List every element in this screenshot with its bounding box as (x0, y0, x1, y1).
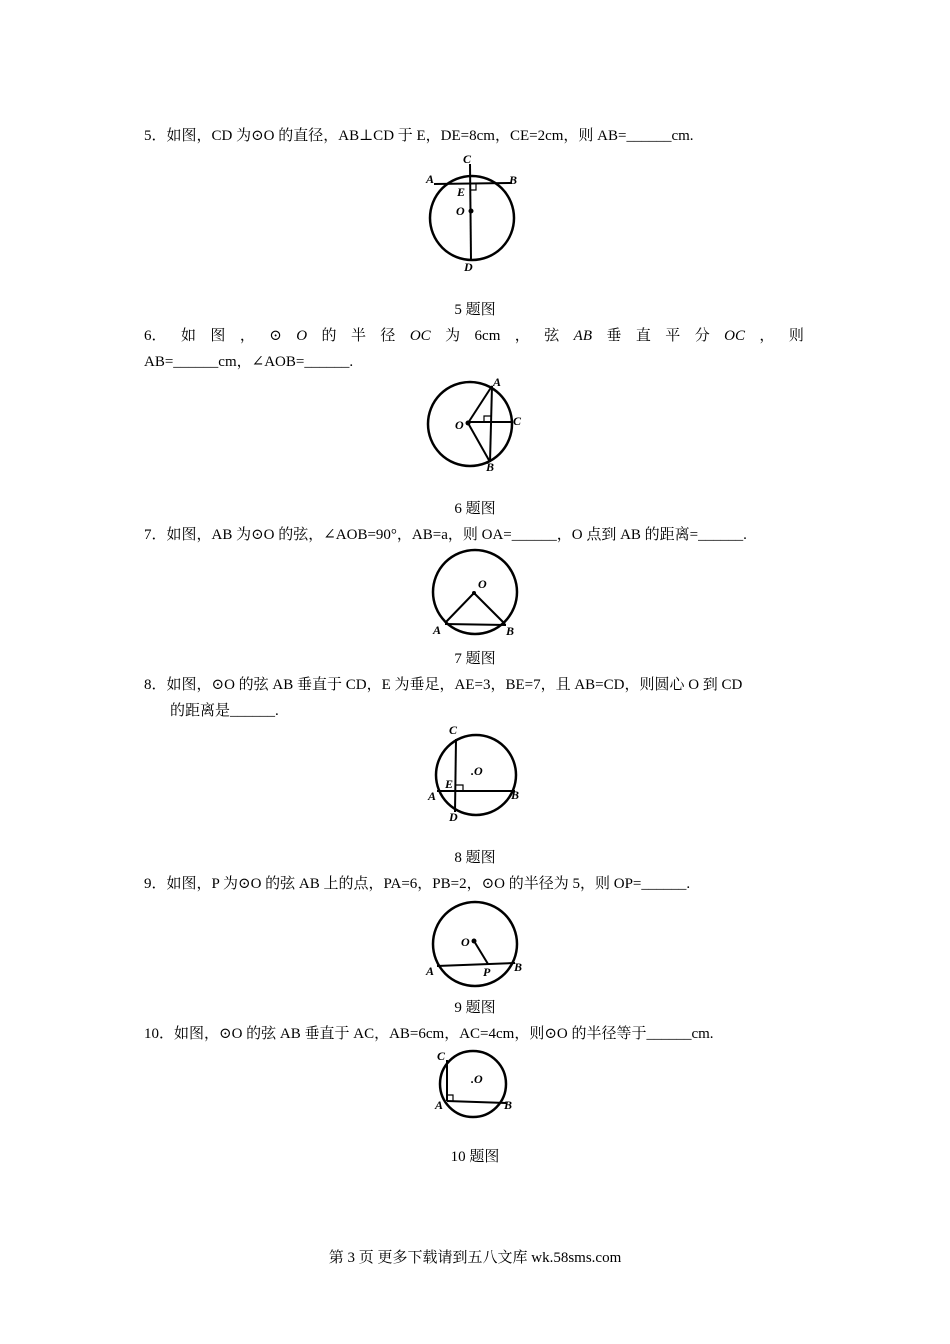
figure-7 (425, 548, 525, 643)
fig10-label-o: .O (471, 1072, 483, 1086)
problem-8-text-line2: 的距离是______. (170, 703, 279, 719)
p6-token: 如 (180, 328, 196, 344)
fig7-label-b: B (506, 624, 515, 638)
fig10-label-a: A (435, 1098, 444, 1112)
fig8-label-c: C (449, 723, 458, 737)
fig6-label-a: A (493, 375, 502, 389)
p6-token: O (296, 328, 308, 344)
figure-6 (420, 372, 530, 477)
figure-5 (420, 150, 530, 275)
p6-token: 分 (694, 328, 710, 344)
page-footer: 第 3 页 更多下载请到五八文库 wk.58sms.com (328, 1250, 622, 1266)
p6-token: OC (409, 328, 431, 344)
fig8-label-o: .O (471, 764, 483, 778)
p6-token: 半 (350, 328, 366, 344)
fig5-label-b: B (509, 173, 518, 187)
fig8-label-d: D (449, 810, 458, 824)
fig10-label-c: C (437, 1049, 446, 1063)
p6-token: AB (573, 328, 592, 344)
p6-token: 的 (321, 328, 337, 344)
p6-token: OC (724, 328, 745, 344)
fig6-label-c: C (513, 414, 522, 428)
fig7-label-o: O (478, 577, 487, 591)
p6-token: ， (514, 328, 530, 344)
p6-token: 6． (144, 328, 167, 344)
fig9-label-p: P (483, 965, 491, 979)
fig8-label-b: B (511, 788, 520, 802)
fig5-label-c: C (463, 152, 472, 166)
p6-token: 径 (380, 328, 396, 344)
fig5-label-o: O (456, 204, 465, 218)
problem-6-text-line2: AB=______cm，∠AOB=______. (144, 354, 354, 370)
fig8-label-e: E (445, 777, 454, 791)
fig9-label-b: B (514, 960, 523, 974)
problem-5-text: 5．如图，CD 为⊙O 的直径，AB⊥CD 于 E，DE=8cm，CE=2cm，则 AB=______cm. (144, 128, 694, 144)
p6-token: 直 (635, 328, 651, 344)
figure-9 (423, 896, 533, 996)
figure-10 (430, 1046, 530, 1118)
p6-token: 弦 (544, 328, 560, 344)
fig9-label-o: O (461, 935, 470, 949)
fig6-label-o: O (455, 418, 464, 432)
p6-token: 则 (788, 328, 804, 344)
fig5-label-e: E (457, 185, 466, 199)
problem-8-text-line1: 8．如图，⊙O 的弦 AB 垂直于 CD，E 为垂足，AE=3，BE=7，且 AB=CD，则圆心 O 到 CD (144, 677, 743, 693)
p6-token: 平 (665, 328, 681, 344)
p6-token: ， (759, 328, 775, 344)
p6-token: 6cm (474, 328, 501, 344)
p6-token: ， (239, 328, 255, 344)
fig7-label-a: A (433, 623, 442, 637)
fig5-label-d: D (464, 260, 473, 274)
p6-token: 图 (210, 328, 226, 344)
caption-9: 9 题图 (454, 1000, 496, 1016)
p6-token: ⊙ (269, 328, 282, 344)
caption-10: 10 题图 (450, 1149, 500, 1165)
figure-8 (423, 718, 533, 828)
problem-9-text: 9．如图，P 为⊙O 的弦 AB 上的点，PA=6，PB=2，⊙O 的半径为 5，则 OP=______. (144, 876, 691, 892)
fig8-label-a: A (428, 789, 437, 803)
fig6-label-b: B (486, 460, 495, 474)
problem-6-text-line1 (144, 326, 804, 346)
caption-7: 7 题图 (454, 651, 496, 667)
p6-token: 为 (445, 328, 461, 344)
caption-6: 6 题图 (454, 501, 496, 517)
caption-8: 8 题图 (454, 850, 496, 866)
problem-10-text: 10．如图，⊙O 的弦 AB 垂直于 AC，AB=6cm，AC=4cm，则⊙O 的半径等于______cm. (144, 1026, 714, 1042)
fig10-label-b: B (504, 1098, 513, 1112)
fig9-label-a: A (426, 964, 435, 978)
p6-token: 垂 (606, 328, 622, 344)
fig5-label-a: A (426, 172, 435, 186)
caption-5: 5 题图 (454, 302, 496, 318)
problem-7-text: 7．如图，AB 为⊙O 的弦，∠AOB=90°，AB=a，则 OA=______，O 点到 AB 的距离=______. (144, 527, 747, 543)
